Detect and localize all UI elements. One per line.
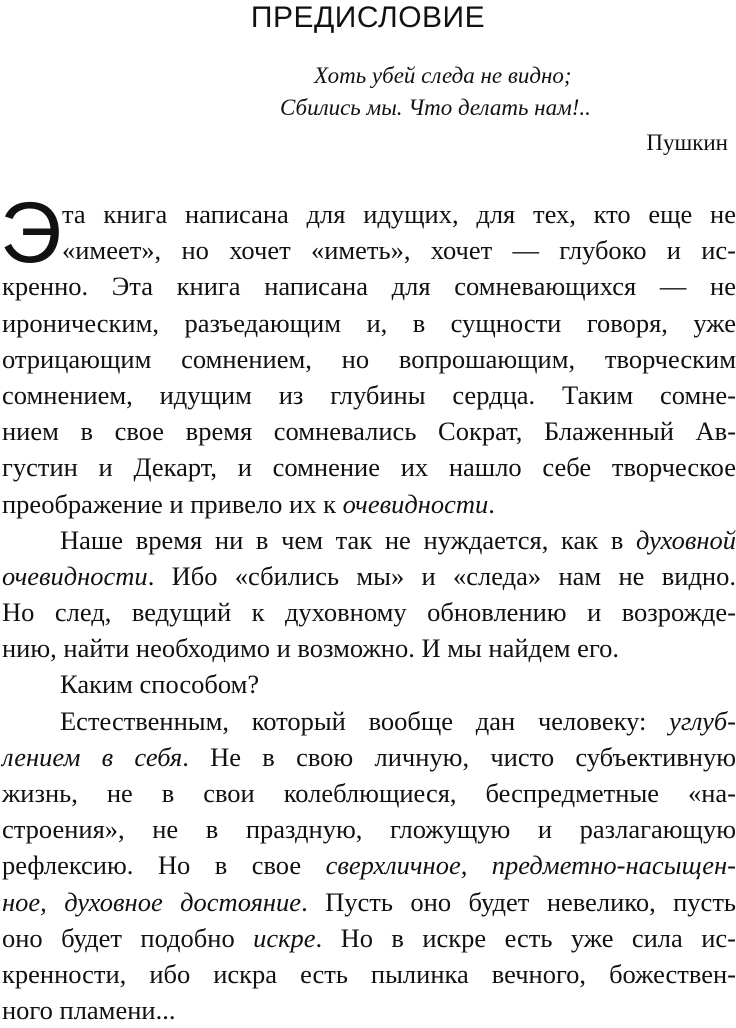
page-title: ПРЕДИСЛОВИЕ	[250, 1, 486, 34]
emphasis-text: очевидности	[342, 488, 489, 519]
text-line: отрицающим сомнением, но вопрошающим, творческим	[2, 343, 736, 374]
text-line: нию, найти необходимо и возможно. И мы найдем его.	[2, 633, 620, 664]
paragraph-3	[2, 666, 736, 702]
emphasis-text: духовной	[636, 524, 736, 555]
text-line	[2, 522, 736, 558]
text-run: преображение и привело их к	[2, 488, 343, 519]
paragraph-1	[2, 196, 736, 522]
text-line	[2, 486, 736, 522]
text-line	[2, 558, 736, 594]
body-text	[0, 185, 736, 1028]
text-line: ного пламени...	[2, 995, 176, 1026]
text-line	[2, 920, 736, 956]
emphasis-text: углуб-	[669, 705, 736, 736]
text-line: ироническим, разъедающим и, в сущности говоря, уже	[2, 307, 736, 338]
text-line: густин и Декарт, и сомнение их нашло себе творческое	[2, 452, 736, 483]
text-run: Наше время ни в чем так не нуждается, как в	[60, 524, 637, 555]
emphasis-text: искре	[253, 922, 316, 953]
text-line: нием в свое время сомневались Сократ, Блаженный Ав-	[2, 416, 736, 447]
drop-cap: Э	[0, 185, 62, 281]
emphasis-text: лением в себя	[2, 741, 183, 772]
text-line	[2, 739, 736, 775]
emphasis-text: очевидности	[2, 560, 148, 591]
text-run: . Не в свою личную, чисто субъективную	[182, 741, 736, 772]
text-line: жизнь, не в свои колеблющиеся, беспредметные «на-	[2, 778, 736, 808]
text-line: «имеет», но хочет «иметь», хочет — глубоко и ис-	[62, 235, 736, 266]
text-line: Но след, ведущий к духовному обновлению и возрожде-	[2, 597, 736, 628]
emphasis-text: сверхличное, предметно-насыщен-	[325, 850, 736, 881]
paragraph-4	[2, 703, 736, 1028]
text-line	[2, 884, 736, 920]
text-line: та книга написана для идущих, для тех, кто еще не	[62, 199, 736, 229]
epigraph-author: Пушкин	[646, 130, 728, 155]
text-run: . Пусть оно будет невелико, пусть	[301, 886, 736, 917]
text-line	[2, 703, 736, 739]
text-line	[2, 847, 736, 883]
text-line: Каким способом?	[60, 669, 260, 700]
text-run: Естественным, который вообще дан человеку:	[60, 705, 670, 736]
paragraph-2	[2, 522, 736, 667]
epigraph-line-2: Сбились мы. Что делать нам!..	[280, 95, 591, 120]
text-run: .	[488, 488, 495, 519]
emphasis-text: ное, духовное достояние	[2, 886, 302, 917]
text-run: рефлексию. Но в свое	[2, 850, 326, 881]
epigraph	[280, 60, 728, 155]
text-line: строения», не в праздную, гложущую и разлагающую	[2, 814, 736, 845]
text-line: кренности, ибо искра есть пылинка вечного, божествен-	[2, 958, 736, 989]
text-line: сомнением, идущим из глубины сердца. Таким сомне-	[2, 379, 736, 410]
epigraph-line-1: Хоть убей следа не видно;	[314, 63, 572, 88]
text-run: . Ибо «сбились мы» и «следа» нам не видно.	[147, 560, 736, 591]
text-run: оно будет подобно	[2, 922, 254, 953]
text-run: . Но в искре есть уже сила ис-	[315, 922, 736, 953]
text-line: кренно. Эта книга написана для сомневающихся — не	[2, 271, 736, 302]
